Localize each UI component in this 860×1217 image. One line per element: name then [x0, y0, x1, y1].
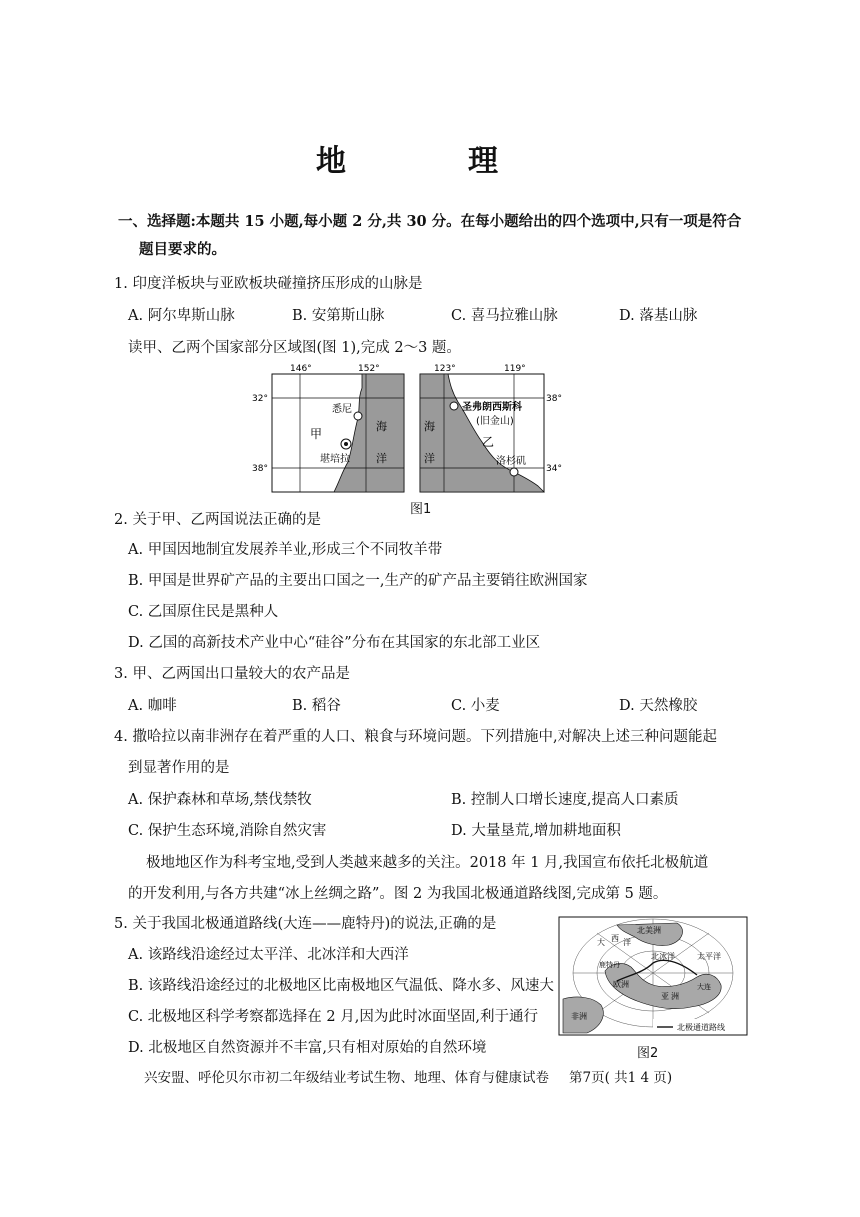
question-4-option-c: C. 保护生态环境,消除自然灾害 — [128, 823, 327, 839]
sea-label-3: 海 — [424, 420, 435, 433]
question-4-stem-line2: 到显著作用的是 — [128, 760, 230, 776]
right-lon-123: 123° — [434, 364, 456, 374]
question-2-option-d: D. 乙国的高新技术产业中心“硅谷”分布在其国家的东北部工业区 — [128, 635, 541, 651]
city-san-francisco: 圣弗朗西斯科 — [462, 402, 522, 413]
city-san-francisco-alt: (旧金山) — [476, 416, 514, 427]
question-5-option-c: C. 北极地区科学考察都选择在 2 月,因为此时冰面坚固,利于通行 — [128, 1009, 538, 1025]
city-canberra: 堪培拉 — [320, 454, 350, 465]
question-2-option-c: C. 乙国原住民是黑种人 — [128, 604, 279, 620]
la-marker — [510, 468, 518, 476]
label-ya: 亚 — [661, 992, 669, 1001]
city-sydney: 悉尼 — [332, 404, 352, 415]
figure-1-intro: 读甲、乙两个国家部分区域图(图 1),完成 2～3 题。 — [128, 340, 461, 356]
left-lon-152: 152° — [358, 364, 380, 374]
page-title: 地 理 — [316, 144, 544, 179]
label-dalian: 大连 — [697, 983, 711, 991]
canberra-marker — [344, 442, 348, 446]
section-header-line1: 一、选择题:本题共 15 小题,每小题 2 分,共 30 分。在每小题给出的四个选项中,只有一项是符合 — [118, 213, 742, 230]
question-1-stem: 1. 印度洋板块与亚欧板块碰撞挤压形成的山脉是 — [114, 276, 423, 292]
question-4-option-b: B. 控制人口增长速度,提高人口素质 — [451, 792, 679, 808]
legend-label: 北极通道路线 — [677, 1023, 725, 1032]
left-lon-146: 146° — [290, 364, 312, 374]
question-1-option-d: D. 落基山脉 — [619, 308, 698, 324]
question-5-option-a: A. 该路线沿途经过太平洋、北冰洋和大西洋 — [128, 947, 409, 963]
figure-2-intro-line1: 极地地区作为科考宝地,受到人类越来越多的关注。2018 年 1 月,我国宣布依托北极航道 — [146, 855, 709, 871]
footer-page-number: 第7页( 共1 4 页) — [569, 1070, 673, 1086]
question-2-option-b: B. 甲国是世界矿产品的主要出口国之一,生产的矿产品主要销往欧洲国家 — [128, 573, 588, 589]
label-rotterdam: 鹿特丹 — [599, 961, 620, 969]
sf-marker — [450, 402, 458, 410]
figure-2-map — [557, 915, 750, 1039]
question-3-option-b: B. 稻谷 — [292, 698, 341, 714]
label-yang: 洋 — [623, 938, 631, 947]
question-1-option-b: B. 安第斯山脉 — [292, 308, 385, 324]
right-lat-34: 34° — [546, 464, 562, 474]
figure-1-right-panel — [420, 364, 562, 492]
label-xi: 西 — [611, 934, 619, 943]
question-4-stem-line1: 4. 撒哈拉以南非洲存在着严重的人口、粮食与环境问题。下列措施中,对解决上述三种问题能起 — [114, 729, 718, 745]
figure-1-map — [252, 362, 562, 512]
question-3-option-c: C. 小麦 — [451, 698, 500, 714]
sea-label-2: 洋 — [376, 452, 387, 465]
label-north-america: 北美洲 — [637, 926, 661, 935]
left-lat-38: 38° — [252, 464, 268, 474]
label-pacific: 太平洋 — [697, 952, 721, 961]
question-2-stem: 2. 关于甲、乙两国说法正确的是 — [114, 512, 321, 528]
figure-2-intro-line2: 的开发利用,与各方共建“冰上丝绸之路”。图 2 为我国北极通道路线图,完成第 5 题。 — [128, 886, 668, 902]
sea-label-4: 洋 — [424, 452, 435, 465]
label-europe: 欧洲 — [613, 980, 629, 989]
question-5-stem: 5. 关于我国北极通道路线(大连——鹿特丹)的说法,正确的是 — [114, 916, 497, 932]
sea-label-1: 海 — [376, 420, 387, 433]
right-lat-38: 38° — [546, 394, 562, 404]
label-zhou: 洲 — [671, 992, 679, 1001]
label-arctic-ocean: 北冰洋 — [651, 952, 675, 961]
country-yi: 乙 — [482, 435, 495, 449]
question-3-stem: 3. 甲、乙两国出口量较大的农产品是 — [114, 666, 350, 682]
question-5-option-b: B. 该路线沿途经过的北极地区比南极地区气温低、降水多、风速大 — [128, 978, 554, 994]
figure-2-caption: 图2 — [637, 1046, 659, 1061]
question-5-option-d: D. 北极地区自然资源并不丰富,只有相对原始的自然环境 — [128, 1040, 487, 1056]
question-3-option-a: A. 咖啡 — [128, 698, 177, 714]
section-header-line2: 题目要求的。 — [139, 241, 226, 258]
label-africa: 非洲 — [571, 1012, 587, 1021]
city-los-angeles: 洛杉矶 — [496, 456, 526, 467]
sydney-marker — [354, 412, 362, 420]
question-4-option-a: A. 保护森林和草场,禁伐禁牧 — [128, 792, 312, 808]
label-da: 大 — [597, 938, 605, 947]
question-3-option-d: D. 天然橡胶 — [619, 698, 698, 714]
question-1-option-a: A. 阿尔卑斯山脉 — [128, 308, 235, 324]
country-jia: 甲 — [310, 427, 323, 441]
question-1-option-c: C. 喜马拉雅山脉 — [451, 308, 558, 324]
figure-1-caption: 图1 — [410, 502, 432, 517]
left-lat-32: 32° — [252, 394, 268, 404]
figure-1-left-panel — [252, 364, 404, 492]
right-lon-119: 119° — [504, 364, 526, 374]
footer-exam-title: 兴安盟、呼伦贝尔市初二年级结业考试生物、地理、体育与健康试卷 — [144, 1070, 549, 1086]
question-2-option-a: A. 甲国因地制宜发展养羊业,形成三个不同牧羊带 — [128, 542, 443, 558]
question-4-option-d: D. 大量垦荒,增加耕地面积 — [451, 823, 621, 839]
